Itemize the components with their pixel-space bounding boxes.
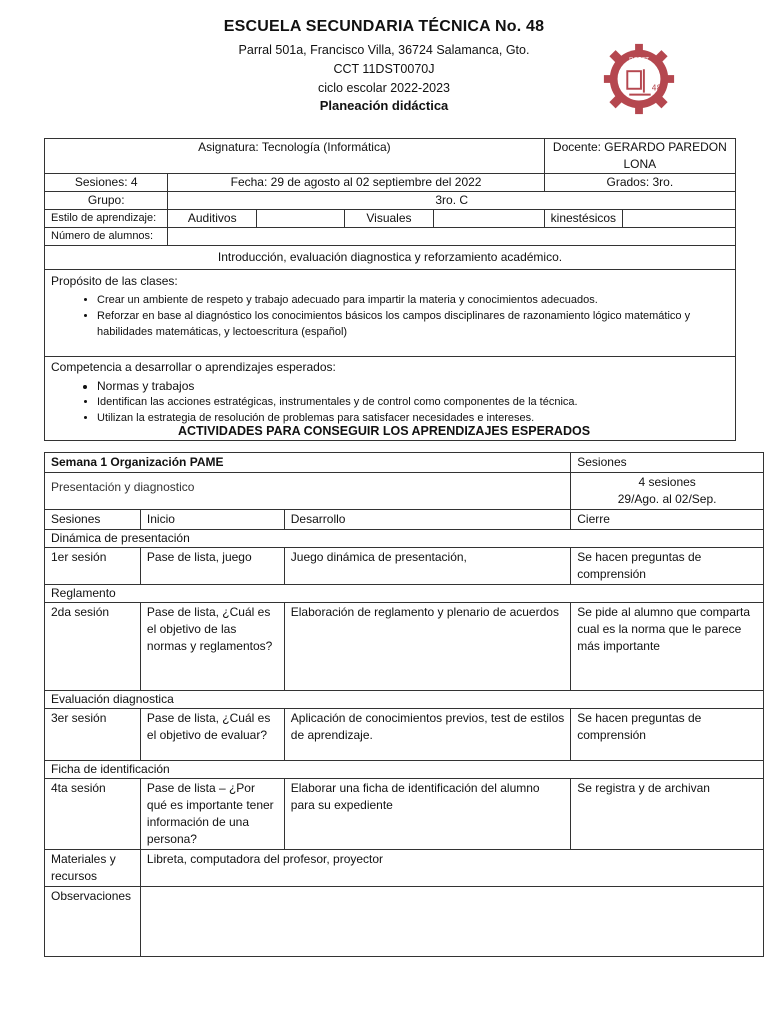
grados-cell: Grados: 3ro.	[544, 174, 735, 192]
row-desarrollo: Elaboración de reglamento y plenario de acuerdos	[284, 603, 570, 691]
school-logo-icon	[600, 40, 678, 118]
alumnos-label: Número de alumnos:	[45, 228, 168, 246]
plan-title: Planeación didáctica	[319, 98, 449, 113]
proposito-cell	[45, 270, 736, 357]
col-inicio: Inicio	[140, 510, 284, 530]
fecha-cell: Fecha: 29 de agosto al 02 septiembre del 2022	[168, 174, 544, 192]
table-row	[45, 548, 764, 585]
grupo-value: 3ro. C	[168, 192, 736, 210]
table-row	[45, 779, 764, 850]
visuales-value	[433, 210, 544, 228]
sesiones-summary	[571, 473, 764, 510]
list-item: • Utilizan la estrategia de resolución de problemas para satisfacer necesidades e intereses.	[97, 410, 729, 426]
info-table	[44, 138, 736, 441]
sesiones-count: 4 sesiones	[638, 475, 696, 489]
row-cierre: Se pide al alumno que comparta cual es la norma que le parece más importante	[571, 603, 764, 691]
activities-title: ACTIVIDADES PARA CONSEGUIR LOS APRENDIZAJES ESPERADOS	[177, 424, 591, 438]
col-cierre: Cierre	[571, 510, 764, 530]
alumnos-value	[168, 228, 736, 246]
proposito-list	[51, 292, 729, 340]
row-sesion: 4ta sesión	[45, 779, 141, 850]
list-item: • Identifican las acciones estratégicas, instrumentales y de control como componentes de la técnica.	[97, 394, 729, 410]
row-cierre: Se hacen preguntas de comprensión	[571, 548, 764, 585]
row-inicio: Pase de lista, juego	[140, 548, 284, 585]
row-sesion: 3er sesión	[45, 709, 141, 761]
sesiones-dates: 29/Ago. al 02/Sep.	[617, 492, 717, 506]
list-item: • Crear un ambiente de respeto y trabajo adecuado para impartir la materia y conocimientos adecuados.	[97, 292, 729, 308]
school-year: ciclo escolar 2022-2023	[317, 81, 451, 95]
materiales-value: Libreta, computadora del profesor, proyector	[140, 850, 763, 887]
asignatura-cell: Asignatura: Tecnología (Informática)	[45, 139, 545, 174]
row-sesion: 2da sesión	[45, 603, 141, 691]
observaciones-row	[45, 887, 764, 957]
row-inicio: Pase de lista, ¿Cuál es el objetivo de las normas y reglamentos?	[140, 603, 284, 691]
proposito-label: Propósito de las clases:	[51, 274, 178, 288]
auditivos-value	[257, 210, 345, 228]
col-sesiones: Sesiones	[45, 510, 141, 530]
materiales-row	[45, 850, 764, 887]
week-title: Semana 1 Organización PAME	[45, 453, 571, 473]
row-desarrollo: Aplicación de conocimientos previos, test de estilos de aprendizaje.	[284, 709, 570, 761]
docente-cell: Docente: GERARDO PAREDON LONA	[544, 139, 735, 174]
table-row	[45, 709, 764, 761]
sesiones-cell: Sesiones: 4	[45, 174, 168, 192]
visuales-label: Visuales	[345, 210, 433, 228]
estilo-label: Estilo de aprendizaje:	[45, 210, 168, 228]
section-title: Ficha de identificación	[45, 761, 764, 779]
section-title: Evaluación diagnostica	[45, 691, 764, 709]
observaciones-value	[140, 887, 763, 957]
materiales-label: Materiales y recursos	[45, 850, 141, 887]
competencia-label: Competencia a desarrollar o aprendizajes esperados:	[51, 360, 336, 374]
intro-cell: Introducción, evaluación diagnostica y reforzamiento académico.	[45, 246, 736, 270]
school-cct: CCT 11DST0070J	[333, 62, 435, 76]
row-desarrollo: Elaborar una ficha de identificación del alumno para su expediente	[284, 779, 570, 850]
activities-table	[44, 452, 764, 957]
school-address: Parral 501a, Francisco Villa, 36724 Salamanca, Gto.	[238, 43, 530, 57]
row-cierre: Se registra y de archivan	[571, 779, 764, 850]
section-title: Dinámica de presentación	[45, 530, 764, 548]
list-item: • Reforzar en base al diagnóstico los conocimientos básicos los campos disciplinares de razonamiento lógico matemático y habilidades matemáticas, y lectoescritura (español)	[97, 308, 729, 340]
auditivos-label: Auditivos	[168, 210, 257, 228]
row-inicio: Pase de lista, ¿Cuál es el objetivo de evaluar?	[140, 709, 284, 761]
svg-text:DGEST: DGEST	[629, 57, 649, 64]
row-cierre: Se hacen preguntas de comprensión	[571, 709, 764, 761]
row-sesion: 1er sesión	[45, 548, 141, 585]
week-subtitle: Presentación y diagnostico	[45, 473, 571, 510]
sesiones-header: Sesiones	[571, 453, 764, 473]
svg-text:48: 48	[651, 83, 662, 93]
kinestesicos-label: kinestésicos	[544, 210, 622, 228]
kinestesicos-value	[623, 210, 736, 228]
observaciones-label: Observaciones	[45, 887, 141, 957]
list-item: • Normas y trabajos	[97, 378, 729, 394]
section-title: Reglamento	[45, 585, 764, 603]
row-desarrollo: Juego dinámica de presentación,	[284, 548, 570, 585]
grupo-label: Grupo:	[45, 192, 168, 210]
table-row	[45, 603, 764, 691]
col-desarrollo: Desarrollo	[284, 510, 570, 530]
school-name: ESCUELA SECUNDARIA TÉCNICA No. 48	[223, 18, 545, 35]
row-inicio: Pase de lista – ¿Por qué es importante tener información de una persona?	[140, 779, 284, 850]
competencia-list	[51, 378, 729, 426]
